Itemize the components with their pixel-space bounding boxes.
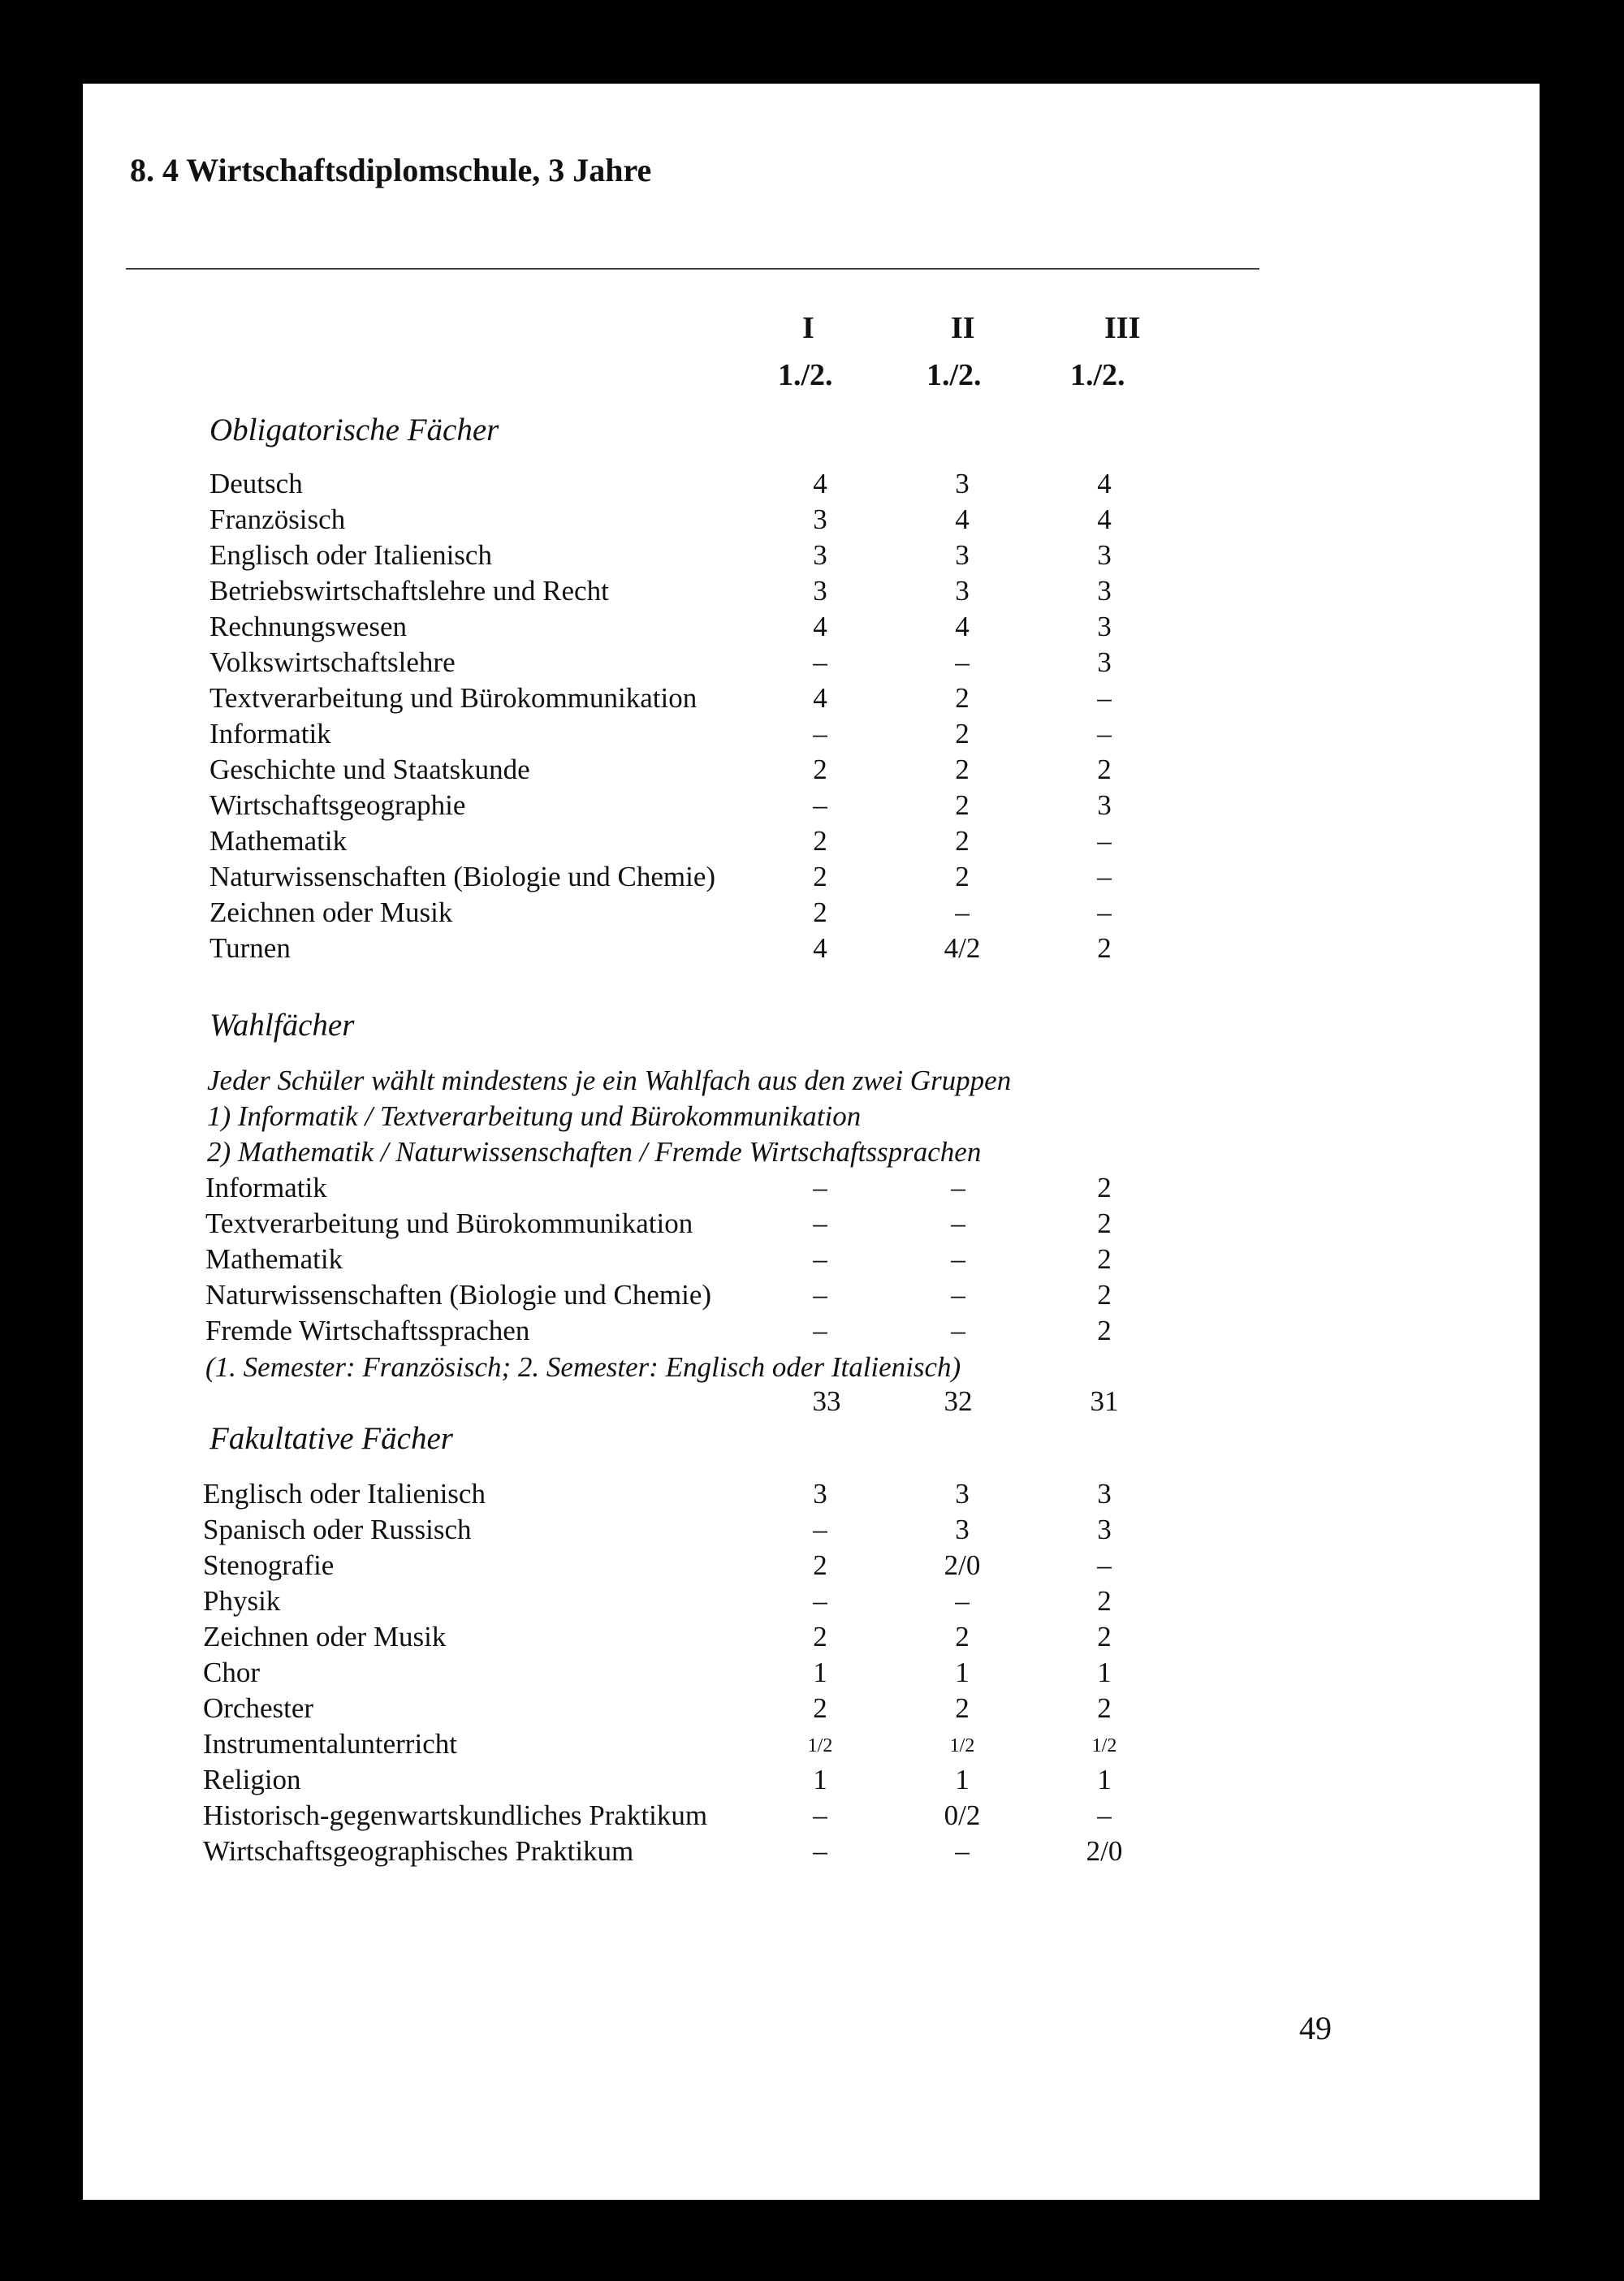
row-value-year-2: 2	[955, 754, 970, 785]
row-value-year-3: 3	[1097, 611, 1112, 642]
row-value-year-3: 4	[1097, 503, 1112, 535]
row-value-year-2: 2	[955, 682, 970, 714]
row-value-year-3: 1	[1097, 1764, 1112, 1795]
row-subject: Mathematik	[205, 1243, 343, 1275]
row-value-year-3: 1/2	[1091, 1735, 1117, 1756]
row-value-year-3: 2	[1097, 1243, 1112, 1275]
row-value-year-2: 3	[955, 1514, 970, 1545]
row-value-year-3: 2	[1097, 1315, 1112, 1346]
row-value-year-3: 2/0	[1086, 1835, 1123, 1867]
section-fakultativ: Fakultative Fächer	[209, 1421, 453, 1456]
row-value-year-1: 4	[813, 682, 827, 714]
row-value-year-3: –	[1097, 861, 1112, 892]
row-subject: Deutsch	[209, 468, 303, 499]
row-value-year-3: –	[1097, 718, 1112, 750]
total-year-2: 32	[944, 1385, 973, 1417]
wahl-footnote: (1. Semester: Französisch; 2. Semester: Englisch oder Italienisch)	[205, 1351, 961, 1383]
col-year-1: I	[802, 311, 814, 345]
row-value-year-3: 3	[1097, 575, 1112, 607]
row-value-year-1: 1	[813, 1764, 827, 1795]
row-subject: Physik	[203, 1585, 281, 1617]
row-subject: Informatik	[205, 1172, 327, 1203]
row-value-year-1: –	[813, 1172, 827, 1203]
row-value-year-3: 2	[1097, 1692, 1112, 1724]
row-subject: Mathematik	[209, 825, 348, 857]
row-value-year-1: 2	[813, 1621, 827, 1652]
row-value-year-2: –	[955, 1835, 970, 1867]
row-value-year-1: 3	[813, 1478, 827, 1510]
row-value-year-1: –	[813, 1279, 827, 1311]
row-value-year-2: 1/2	[949, 1735, 975, 1756]
row-value-year-1: –	[813, 1243, 827, 1275]
col-year-3: III	[1104, 311, 1141, 345]
row-subject: Wirtschaftsgeographie	[209, 789, 466, 821]
row-value-year-3: –	[1097, 896, 1112, 928]
row-value-year-1: 2	[813, 754, 827, 785]
row-value-year-3: 4	[1097, 468, 1112, 499]
row-subject: Chor	[203, 1657, 260, 1688]
row-value-year-2: 4	[955, 503, 970, 535]
row-subject: Zeichnen oder Musik	[209, 896, 453, 928]
row-subject: Zeichnen oder Musik	[203, 1621, 447, 1652]
row-value-year-2: 2	[955, 825, 970, 857]
total-year-3: 31	[1090, 1385, 1119, 1417]
row-value-year-2: 1	[955, 1764, 970, 1795]
row-value-year-1: –	[813, 718, 827, 750]
row-value-year-3: 3	[1097, 789, 1112, 821]
row-value-year-3: –	[1097, 1799, 1112, 1831]
row-value-year-1: 4	[813, 932, 827, 964]
row-value-year-2: –	[951, 1172, 965, 1203]
row-value-year-1: 3	[813, 575, 827, 607]
row-value-year-3: 3	[1097, 1478, 1112, 1510]
row-value-year-2: 0/2	[944, 1799, 981, 1831]
row-value-year-2: –	[955, 1585, 970, 1617]
page-number: 49	[1299, 2010, 1332, 2046]
col-semester-1: 1./2.	[778, 358, 833, 392]
row-value-year-3: 2	[1097, 932, 1112, 964]
row-value-year-2: 2	[955, 718, 970, 750]
row-value-year-3: 3	[1097, 646, 1112, 678]
row-subject: Geschichte und Staatskunde	[209, 754, 530, 785]
wahl-group-2: 2) Mathematik / Naturwissenschaften / Fremde Wirtschaftssprachen	[207, 1136, 982, 1168]
row-subject: Betriebswirtschaftslehre und Recht	[209, 575, 609, 607]
row-subject: Stenografie	[203, 1549, 335, 1581]
row-value-year-1: 3	[813, 539, 827, 571]
row-subject: Spanisch oder Russisch	[203, 1514, 472, 1545]
row-value-year-3: 2	[1097, 1279, 1112, 1311]
row-value-year-3: 2	[1097, 1207, 1112, 1239]
row-value-year-2: 3	[955, 468, 970, 499]
row-value-year-2: –	[955, 646, 970, 678]
row-value-year-2: –	[951, 1207, 965, 1239]
row-subject: Orchester	[203, 1692, 314, 1724]
row-value-year-3: 3	[1097, 539, 1112, 571]
row-value-year-2: 4	[955, 611, 970, 642]
row-value-year-1: 2	[813, 861, 827, 892]
row-value-year-2: 3	[955, 1478, 970, 1510]
row-value-year-1: 3	[813, 503, 827, 535]
row-value-year-2: 3	[955, 539, 970, 571]
row-value-year-1: –	[813, 1315, 827, 1346]
row-value-year-1: –	[813, 646, 827, 678]
row-subject: Wirtschaftsgeographisches Praktikum	[203, 1835, 634, 1867]
row-value-year-1: –	[813, 1514, 827, 1545]
row-value-year-1: 2	[813, 1692, 827, 1724]
row-value-year-1: 4	[813, 468, 827, 499]
page-title: 8. 4 Wirtschaftsdiplomschule, 3 Jahre	[130, 152, 652, 188]
row-value-year-3: 1	[1097, 1657, 1112, 1688]
row-value-year-1: 2	[813, 896, 827, 928]
wahl-note: Jeder Schüler wählt mindestens je ein Wahlfach aus den zwei Gruppen	[207, 1065, 1012, 1096]
col-year-2: II	[951, 311, 975, 345]
row-value-year-2: 2	[955, 861, 970, 892]
row-value-year-3: 2	[1097, 1585, 1112, 1617]
row-value-year-3: –	[1097, 1549, 1112, 1581]
total-year-1: 33	[812, 1385, 841, 1417]
section-obligatorisch: Obligatorische Fächer	[209, 413, 499, 447]
row-value-year-2: –	[951, 1315, 965, 1346]
row-subject: Informatik	[209, 718, 331, 750]
row-value-year-2: –	[951, 1243, 965, 1275]
row-value-year-1: –	[813, 1835, 827, 1867]
col-semester-2: 1./2.	[926, 358, 982, 392]
row-value-year-2: 1	[955, 1657, 970, 1688]
row-value-year-1: 2	[813, 1549, 827, 1581]
row-subject: Textverarbeitung und Bürokommunikation	[205, 1207, 693, 1239]
row-value-year-1: 1/2	[807, 1735, 833, 1756]
row-subject: Religion	[203, 1764, 301, 1795]
row-subject: Instrumentalunterricht	[203, 1728, 457, 1760]
row-subject: Französisch	[209, 503, 346, 535]
row-value-year-3: –	[1097, 682, 1112, 714]
row-value-year-2: –	[955, 896, 970, 928]
row-value-year-2: 2/0	[944, 1549, 981, 1581]
row-subject: Englisch oder Italienisch	[209, 539, 492, 571]
row-value-year-1: 4	[813, 611, 827, 642]
header-rule	[126, 268, 1259, 270]
row-value-year-1: 2	[813, 825, 827, 857]
row-value-year-2: 2	[955, 1692, 970, 1724]
row-value-year-2: 2	[955, 1621, 970, 1652]
row-value-year-2: –	[951, 1279, 965, 1311]
row-subject: Turnen	[209, 932, 291, 964]
row-subject: Englisch oder Italienisch	[203, 1478, 486, 1510]
row-value-year-2: 4/2	[944, 932, 981, 964]
row-value-year-3: 3	[1097, 1514, 1112, 1545]
col-semester-3: 1./2.	[1070, 358, 1125, 392]
wahl-group-1: 1) Informatik / Textverarbeitung und Bürokommunikation	[207, 1100, 862, 1132]
row-value-year-3: 2	[1097, 1621, 1112, 1652]
row-subject: Rechnungswesen	[209, 611, 408, 642]
row-value-year-1: 1	[813, 1657, 827, 1688]
row-subject: Naturwissenschaften (Biologie und Chemie)	[209, 861, 716, 892]
row-value-year-3: 2	[1097, 1172, 1112, 1203]
row-subject: Volkswirtschaftslehre	[209, 646, 456, 678]
row-subject: Textverarbeitung und Bürokommunikation	[209, 682, 698, 714]
row-value-year-2: 3	[955, 575, 970, 607]
section-wahl: Wahlfächer	[209, 1008, 355, 1043]
row-value-year-2: 2	[955, 789, 970, 821]
row-value-year-1: –	[813, 1207, 827, 1239]
row-subject: Fremde Wirtschaftssprachen	[205, 1315, 530, 1346]
row-value-year-3: 2	[1097, 754, 1112, 785]
row-value-year-3: –	[1097, 825, 1112, 857]
row-subject: Naturwissenschaften (Biologie und Chemie)	[205, 1279, 712, 1311]
row-subject: Historisch-gegenwartskundliches Praktikum	[203, 1799, 708, 1831]
row-value-year-1: –	[813, 1585, 827, 1617]
row-value-year-1: –	[813, 1799, 827, 1831]
row-value-year-1: –	[813, 789, 827, 821]
